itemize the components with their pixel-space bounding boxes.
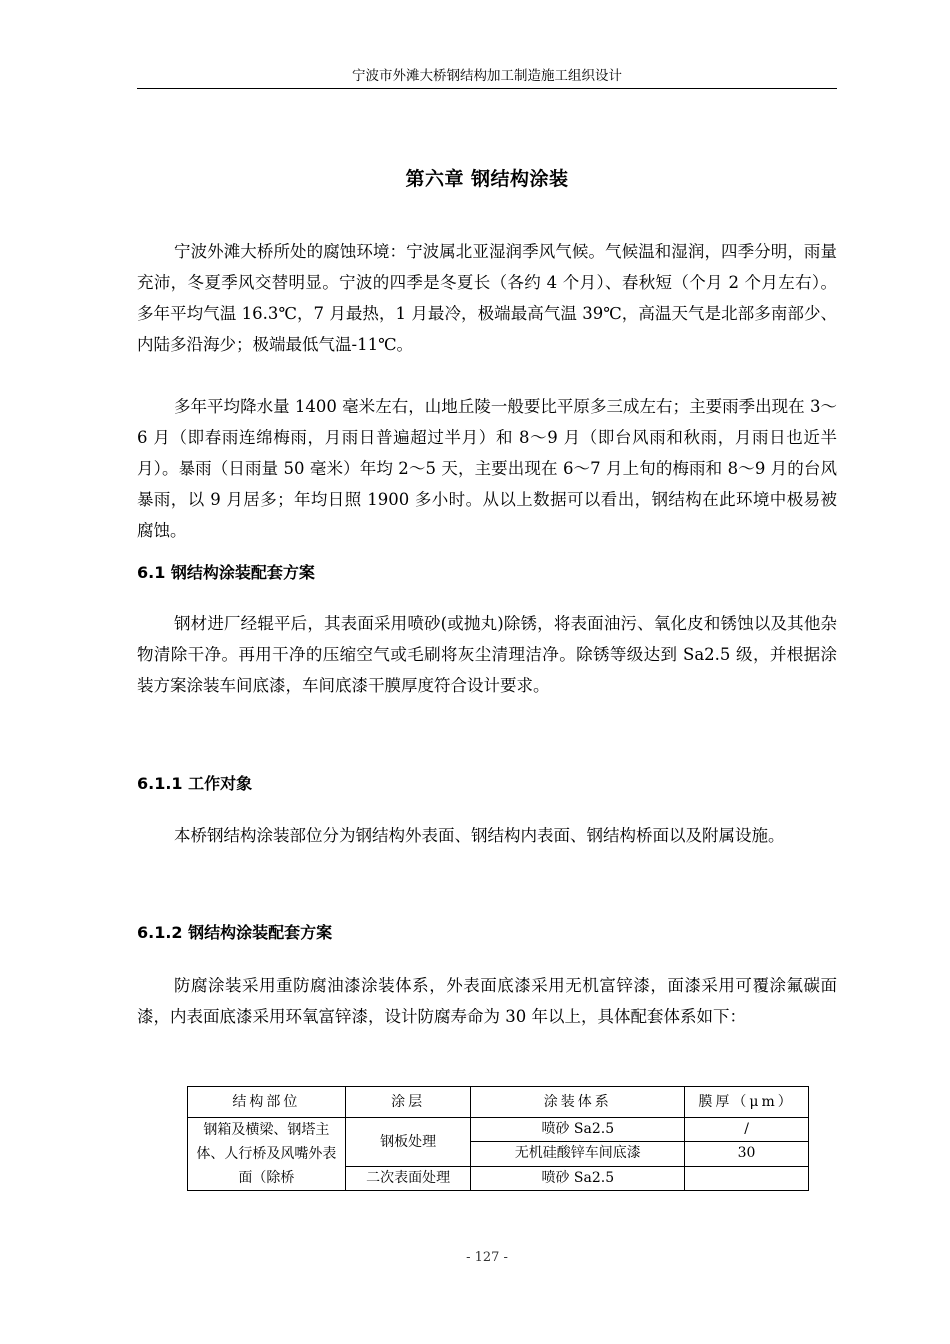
header-coating-layer: 涂层 [345,1087,471,1118]
running-header: 宁波市外滩大桥钢结构加工制造施工组织设计 [352,68,622,84]
film-thickness-cell: / [685,1118,809,1142]
section-6-1-2-paragraph: 防腐涂装采用重防腐油漆涂装体系，外表面底漆采用无机富锌漆，面漆采用可覆涂氟碳面漆，内表面底漆采用环氧富锌漆，设计防腐寿命为 30 年以上，具体配套体系如下： [137,976,837,1026]
section-heading-6-1-1: 6.1.1 工作对象 [137,774,253,793]
coating-system-cell: 无机硅酸锌车间底漆 [471,1142,685,1166]
intro-paragraph-2: 多年平均降水量 1400 毫米左右，山地丘陵一般要比平原多三成左右；主要雨季出现在 3～6 月（即春雨连绵梅雨，月雨日普遍超过半月）和 8～9 月（即台风雨和秋雨，月雨日也近半月）。暴雨（日雨量 50 毫米）年均 2～5 天，主要出现在 6～7 月上旬的梅雨和 8～9 月的台风暴雨，以 9 月居多；年均日照 1900 多小时。从以上数据可以看出，钢结构在此环境中极易被腐蚀。 [137,397,837,540]
section-6-1-1-paragraph: 本桥钢结构涂装部位分为钢结构外表面、钢结构内表面、钢结构桥面以及附属设施。 [174,826,785,845]
intro-paragraph-1: 宁波外滩大桥所处的腐蚀环境：宁波属北亚湿润季风气候。气候温和湿润，四季分明，雨量充沛，冬夏季风交替明显。宁波的四季是冬夏长（各约 4 个月）、春秋短（个月 2 个月左右）。多年平均气温 16.3℃，7 月最热，1 月最冷，极端最高气温 39℃，高温天气是北部多南部少、内陆多沿海少；极端最低气温-11℃。 [137,242,837,354]
table-header-row [188,1087,809,1118]
coating-layer-cell: 二次表面处理 [345,1166,471,1190]
film-thickness-cell [685,1166,809,1190]
structure-part-cell: 钢箱及横梁、钢塔主体、人行桥及风嘴外表面（除桥 [188,1118,346,1191]
page-number: - 127 - [466,1250,508,1265]
film-thickness-cell: 30 [685,1142,809,1166]
table-row [188,1118,809,1142]
chapter-title: 第六章 钢结构涂装 [405,168,569,190]
header-film-thickness: 膜厚（μm） [685,1087,809,1118]
coating-layer-cell: 钢板处理 [345,1118,471,1167]
section-heading-6-1: 6.1 钢结构涂装配套方案 [137,563,315,582]
coating-system-cell: 喷砂 Sa2.5 [471,1118,685,1142]
header-coating-system: 涂装体系 [471,1087,685,1118]
header-structure-part: 结构部位 [188,1087,346,1118]
section-heading-6-1-2: 6.1.2 钢结构涂装配套方案 [137,923,333,942]
header-divider [137,88,837,89]
coating-system-table [187,1086,809,1191]
coating-system-cell: 喷砂 Sa2.5 [471,1166,685,1190]
section-6-1-paragraph: 钢材进厂经辊平后，其表面采用喷砂(或抛丸)除锈，将表面油污、氧化皮和锈蚀以及其他杂物清除干净。再用干净的压缩空气或毛刷将灰尘清理洁净。除锈等级达到 Sa2.5 级，并根据涂装方案涂装车间底漆，车间底漆干膜厚度符合设计要求。 [137,614,837,695]
